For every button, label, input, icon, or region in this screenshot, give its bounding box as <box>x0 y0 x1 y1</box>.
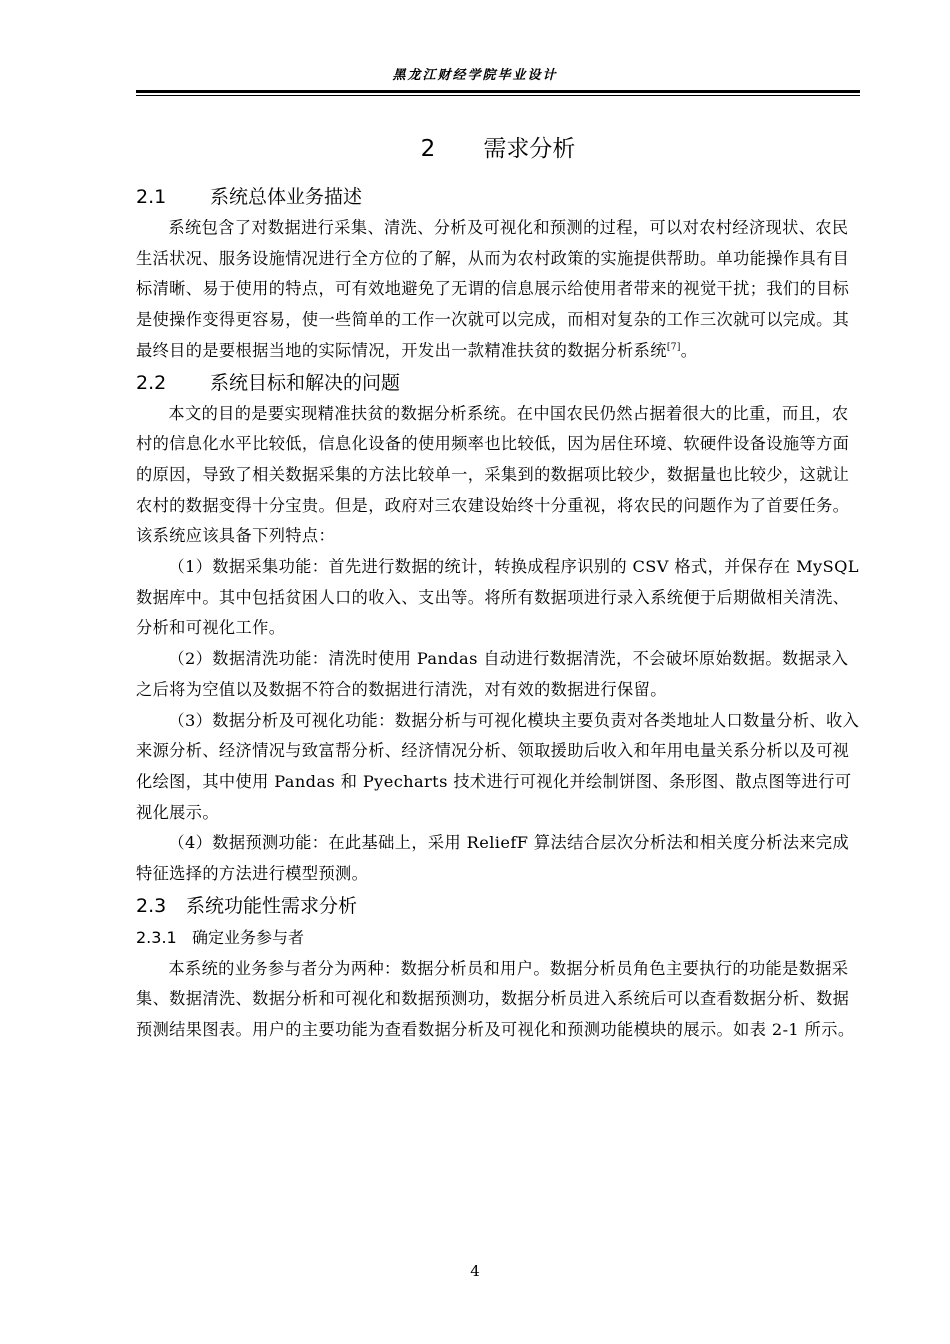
section-heading-2-1 <box>136 181 860 213</box>
chapter-heading <box>136 130 860 163</box>
section-number: 2.2 <box>136 371 167 394</box>
paragraph-end: 。 <box>680 340 698 360</box>
chapter-number: 2 <box>420 136 436 162</box>
section-number: 2.3 <box>136 894 167 917</box>
page-number: 4 <box>470 1262 480 1280</box>
feature-item-1: （1）数据采集功能：首先进行数据的统计，转换成程序识别的 CSV 格式，并保存在 MySQL 数据库中。其中包括贫困人口的收入、支出等。将所有数据项进行录入系统便于后期做相关清洗、分析和可视化工作。 <box>136 557 859 638</box>
section-heading-2-2 <box>136 367 860 399</box>
header-rule-thick <box>136 90 860 93</box>
subsection-number: 2.3.1 <box>136 927 177 947</box>
subsection-heading-2-3-1 <box>136 922 860 954</box>
feature-item-3: （3）数据分析及可视化功能：数据分析与可视化模块主要负责对各类地址人口数量分析、收入来源分析、经济情况与致富帮分析、经济情况分析、领取援助后收入和年用电量关系分析以及可视化绘图，其中使用 Pandas 和 Pyecharts 技术进行可视化并绘制饼图、条形图、散点图等进行可视化展示。 <box>136 710 860 822</box>
subsection-title: 确定业务参与者 <box>192 927 305 947</box>
citation-ref: [7] <box>666 342 681 353</box>
section-title: 系统功能性需求分析 <box>186 894 358 917</box>
running-header: 黑龙江财经学院毕业设计 <box>392 68 558 83</box>
paragraph-2-3-1: 本系统的业务参与者分为两种：数据分析员和用户。数据分析员角色主要执行的功能是数据采集、数据清洗、数据分析和可视化和数据预测功，数据分析员进入系统后可以查看数据分析、数据预测结果图表。用户的主要功能为查看数据分析及可视化和预测功能模块的展示。如表 2-1 所示。 <box>136 958 855 1040</box>
feature-item-4: （4）数据预测功能：在此基础上，采用 ReliefF 算法结合层次分析法和相关度分析法来完成特征选择的方法进行模型预测。 <box>136 833 850 884</box>
header-rule-thin <box>136 95 860 96</box>
chapter-title: 需求分析 <box>483 136 576 162</box>
paragraph-2-1 <box>136 213 860 367</box>
section-heading-2-3 <box>136 890 860 922</box>
section-number: 2.1 <box>136 186 167 208</box>
section-title: 系统目标和解决的问题 <box>210 371 401 394</box>
section-title: 系统总体业务描述 <box>210 186 363 208</box>
page-content <box>136 130 860 1046</box>
paragraph-text: 系统包含了对数据进行采集、清洗、分析及可视化和预测的过程，可以对农村经济现状、农民生活状况、服务设施情况进行全方位的了解，从而为农村政策的实施提供帮助。单功能操作具有目标清晰、易于使用的特点，可有效地避免了无谓的信息展示给使用者带来的视觉干扰；我们的目标是使操作变得更容易，使一些简单的工作一次就可以完成，而相对复杂的工作三次就可以完成。其最终目的是要根据当地的实际情况，开发出一款精准扶贫的数据分析系统 <box>136 218 850 360</box>
paragraph-2-2: 本文的目的是要实现精准扶贫的数据分析系统。在中国农民仍然占据着很大的比重，而且，农村的信息化水平比较低，信息化设备的使用频率也比较低，因为居住环境、软硬件设备设施等方面的原因，导致了相关数据采集的方法比较单一，采集到的数据项比较少，数据量也比较少，这就让农村的数据变得十分宝贵。但是，政府对三农建设始终十分重视，将农民的问题作为了首要任务。该系统应该具备下列特点： <box>136 403 850 546</box>
feature-item-2: （2）数据清洗功能：清洗时使用 Pandas 自动进行数据清洗，不会破坏原始数据。数据录入之后将为空值以及数据不符合的数据进行清洗，对有效的数据进行保留。 <box>136 649 849 699</box>
